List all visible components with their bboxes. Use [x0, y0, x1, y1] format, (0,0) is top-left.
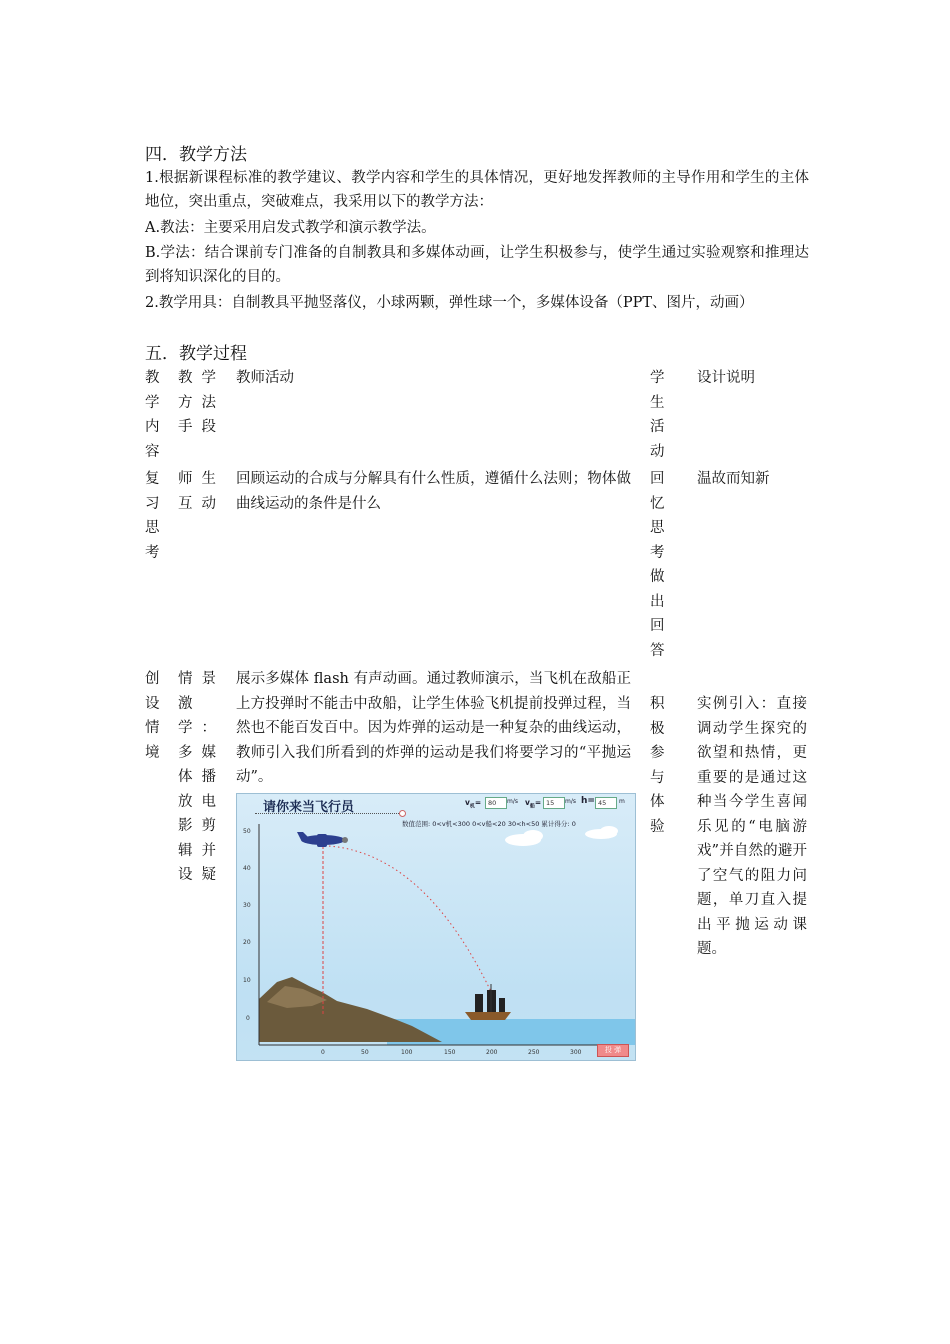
bomb-trajectory [329, 846, 495, 1000]
ship-velocity-unit: m/s [565, 798, 576, 805]
section-4-paragraph-1: 1.根据新课程标准的教学建议、教学内容和学生的具体情况，更好地发挥教师的主导作用和学生的主体地位，突出重点，突破难点，我采用以下的教学方法： [145, 170, 809, 210]
height-label: h= [581, 796, 595, 806]
game-title: 请你来当飞行员 [263, 800, 355, 815]
x-tick-label: 250 [528, 1049, 540, 1056]
section-4-heading: 四．教学方法 [145, 145, 247, 165]
row1-design: 温故而知新 [697, 471, 770, 487]
row1-content: 复习思考 [145, 471, 160, 561]
section-5-heading: 五．教学过程 [145, 344, 247, 364]
table-header-method: 教学方法手段 [178, 370, 225, 435]
y-tick-label: 10 [243, 977, 251, 984]
plane-velocity-input[interactable]: 80 [485, 797, 507, 809]
section-4-teaching-method: A.教法：主要采用启发式教学和演示教学法。 [145, 220, 436, 236]
x-axis-ticks [321, 1049, 582, 1056]
table-header-design: 设计说明 [697, 370, 755, 386]
table-header-content: 教学内容 [145, 370, 160, 460]
row2-teacher: 展示多媒体 flash 有声动画。通过教师演示，当飞机在敌船正上方投弹时不能击中敌船，让学生体验飞机提前投弹过程，当然也不能百发百中。因为炸弹的运动是一种复杂的曲线运动，教师引入我们所看到的炸弹的运动是我们将要学习的“平抛运动”。 [236, 671, 631, 785]
table-header-teacher: 教师活动 [236, 370, 294, 386]
x-tick-label: 0 [321, 1049, 325, 1056]
section-4-teaching-tools: 2.教学用具：自制教具平抛竖落仪，小球两颗，弹性球一个，多媒体设备（PPT、图片，动画） [145, 295, 754, 311]
y-tick-label: 50 [243, 828, 251, 835]
height-input[interactable]: 45 [595, 797, 617, 809]
title-end-dot [399, 810, 406, 817]
y-axis-ticks [243, 828, 251, 1022]
x-tick-label: 200 [486, 1049, 498, 1056]
value-range-info: 数值范围: 0<v机<300 0<v船<20 30<h<50 累计得分: 0 [402, 820, 576, 828]
x-tick-label: 300 [570, 1049, 582, 1056]
table-header-student: 学生活动 [650, 370, 665, 460]
airplane-icon [297, 832, 348, 847]
row2-design: 实例引入：直接调动学生探究的欲望和热情，更重要的是通过这种当今学生喜闻乐见的“电脑游戏”并自然的避开了空气的阻力问题，单刀直入提出平抛运动课题。 [697, 696, 807, 957]
x-tick-label: 50 [361, 1049, 369, 1056]
y-tick-label: 0 [246, 1015, 250, 1022]
ship-velocity-input[interactable]: 15 [543, 797, 565, 809]
ship-icon [465, 984, 511, 1020]
y-tick-label: 20 [243, 939, 251, 946]
row2-content: 创设情境 [145, 671, 160, 761]
row2-student: 积极参与体验 [650, 696, 665, 835]
row1-method: 师生互动 [178, 471, 225, 512]
flash-scene [237, 794, 635, 1060]
flash-animation-screenshot [236, 793, 636, 1061]
row1-teacher: 回顾运动的合成与分解具有什么性质，遵循什么法则；物体做曲线运动的条件是什么 [236, 471, 631, 512]
row1-student: 回忆思考做出回答 [650, 471, 665, 659]
x-tick-label: 100 [401, 1049, 413, 1056]
height-unit: m [619, 798, 625, 805]
row2-method: 情景激学：多媒体播放电影剪辑并设疑 [178, 671, 225, 883]
plane-velocity-unit: m/s [507, 798, 518, 805]
section-4-learning-method: B.学法：结合课前专门准备的自制教具和多媒体动画，让学生积极参与，使学生通过实验观察和推理达到将知识深化的目的。 [145, 245, 809, 285]
cloud-icon [505, 826, 618, 846]
x-tick-label: 150 [444, 1049, 456, 1056]
plane-velocity-label: $v_机=$ [465, 798, 482, 810]
ship-velocity-label: $v_船=$ [525, 798, 542, 810]
y-tick-label: 40 [243, 865, 251, 872]
drop-bomb-button[interactable]: 投 弹 [597, 1044, 629, 1057]
y-tick-label: 30 [243, 902, 251, 909]
